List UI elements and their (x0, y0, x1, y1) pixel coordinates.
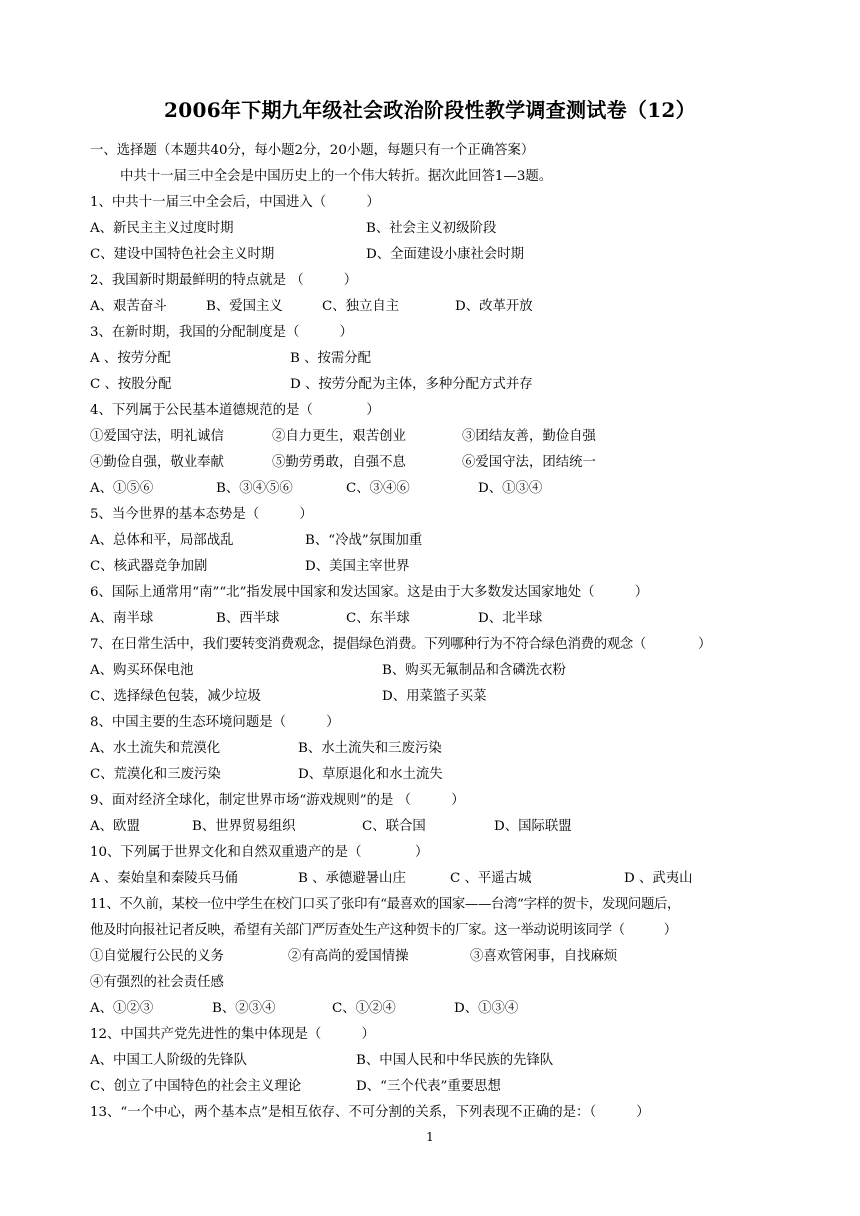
option-d: D 、武夷山 (624, 871, 693, 886)
option-b: B 、按需分配 (290, 351, 372, 366)
statement-4: ④勤俭自强，敬业奉献 (90, 455, 224, 470)
option-d: D、全面建设小康社会时期 (366, 247, 525, 262)
option-d: D、改革开放 (455, 299, 533, 314)
option-b: B、爱国主义 (206, 299, 283, 314)
option-a: A、欧盟 (90, 819, 140, 834)
question-9-stem: 9、面对经济全球化，制定世界市场“游戏规则”的是 （ ） (90, 793, 465, 808)
option-c: C、创立了中国特色的社会主义理论 (90, 1079, 302, 1094)
page-title: 2006年下期九年级社会政治阶段性教学调查测试卷（12） (164, 98, 696, 122)
page-number: 1 (426, 1130, 434, 1144)
option-a: A、新民主主义过度时期 (90, 221, 234, 236)
question-10-stem: 10、下列属于世界文化和自然双重遗产的是（ ） (90, 845, 429, 860)
option-b: B、西半球 (216, 611, 280, 626)
option-d: D、草原退化和水土流失 (298, 767, 443, 782)
option-b: B、购买无氟制品和含磷洗衣粉 (382, 663, 566, 678)
option-a: A 、秦始皇和秦陵兵马俑 (90, 871, 238, 886)
option-a: A、南半球 (90, 611, 154, 626)
option-c: C、荒漠化和三废污染 (90, 767, 221, 782)
option-b: B 、承德避暑山庄 (298, 871, 406, 886)
option-a: A、中国工人阶级的先锋队 (90, 1053, 247, 1068)
question-7-stem: 7、在日常生活中，我们要转变消费观念，提倡绿色消费。下列哪种行为不符合绿色消费的观念（ ） (90, 637, 712, 652)
option-a: A、购买环保电池 (90, 663, 194, 678)
statement-4: ④有强烈的社会责任感 (90, 975, 224, 990)
question-11-stem-line2: 他及时向报社记者反映，希望有关部门严厉查处生产这种贺卡的厂家。这一举动说明该同学（ ） (90, 923, 677, 938)
option-d: D、①③④ (478, 481, 543, 496)
option-a: A、水土流失和荒漠化 (90, 741, 221, 756)
section-header: 一、选择题（本题共40分，每小题2分，20小题，每题只有一个正确答案） (90, 143, 535, 158)
option-c: C、独立自主 (322, 299, 400, 314)
option-a: A 、按劳分配 (90, 351, 171, 366)
question-11-stem-line1: 11、不久前，某校一位中学生在校门口买了张印有“最喜欢的国家——台湾”字样的贺卡，发现问题后， (90, 897, 681, 912)
option-d: D、①③④ (454, 1001, 519, 1016)
question-5-stem: 5、当今世界的基本态势是（ ） (90, 507, 313, 522)
statement-1: ①自觉履行公民的义务 (90, 949, 224, 964)
question-6-stem: 6、国际上通常用“南”“北”指发展中国家和发达国家。这是由于大多数发达国家地处（ ） (90, 585, 649, 600)
option-c: C 、按股分配 (90, 377, 172, 392)
option-b: B、水土流失和三废污染 (298, 741, 442, 756)
option-c: C、选择绿色包装，减少垃圾 (90, 689, 261, 704)
option-d: D、国际联盟 (494, 819, 572, 834)
option-c: C、东半球 (346, 611, 410, 626)
option-d: D、北半球 (478, 611, 543, 626)
intro-text: 中共十一届三中全会是中国历史上的一个伟大转折。据次此回答1—3题。 (120, 169, 553, 184)
question-2-stem: 2、我国新时期最鲜明的特点就是 （ ） (90, 273, 358, 288)
option-a: A、艰苦奋斗 (90, 299, 167, 314)
option-c: C、核武器竞争加剧 (90, 559, 208, 574)
option-b: B、②③④ (212, 1001, 276, 1016)
question-8-stem: 8、中国主要的生态环境问题是（ ） (90, 715, 340, 730)
option-d: D 、按劳分配为主体，多种分配方式并存 (290, 377, 533, 392)
option-d: D、用菜篮子买菜 (382, 689, 487, 704)
statement-1: ①爱国守法，明礼诚信 (90, 429, 224, 444)
option-b: B、社会主义初级阶段 (366, 221, 497, 236)
statement-5: ⑤勤劳勇敢，自强不息 (272, 455, 406, 470)
option-c: C、联合国 (362, 819, 426, 834)
option-d: D、“三个代表”重要思想 (356, 1079, 501, 1094)
option-d: D、美国主宰世界 (305, 559, 410, 574)
option-b: B、③④⑤⑥ (216, 481, 293, 496)
option-a: A、①②③ (90, 1001, 154, 1016)
statement-2: ②有高尚的爱国情操 (288, 949, 409, 964)
question-13-stem: 13、“一个中心，两个基本点”是相互依存、不可分割的关系，下列表现不正确的是：（ ） (90, 1105, 650, 1120)
option-b: B、中国人民和中华民族的先锋队 (356, 1053, 554, 1068)
option-a: A、总体和平，局部战乱 (90, 533, 234, 548)
question-1-stem: 1、中共十一届三中全会后，中国进入（ ） (90, 195, 380, 210)
statement-3: ③团结友善，勤俭自强 (462, 429, 596, 444)
option-c: C、③④⑥ (346, 481, 410, 496)
statement-2: ②自力更生，艰苦创业 (272, 429, 406, 444)
statement-3: ③喜欢管闲事，自找麻烦 (470, 949, 618, 964)
option-b: B、“冷战”氛围加重 (305, 533, 423, 548)
option-b: B、世界贸易组织 (192, 819, 296, 834)
option-c: C、建设中国特色社会主义时期 (90, 247, 275, 262)
option-a: A、①⑤⑥ (90, 481, 154, 496)
option-c: C、①②④ (332, 1001, 396, 1016)
option-c: C 、平遥古城 (450, 871, 532, 886)
question-3-stem: 3、在新时期，我国的分配制度是（ ） (90, 325, 353, 340)
question-4-stem: 4、下列属于公民基本道德规范的是（ ） (90, 403, 380, 418)
statement-6: ⑥爱国守法，团结统一 (462, 455, 596, 470)
question-12-stem: 12、中国共产党先进性的集中体现是（ ） (90, 1027, 375, 1042)
